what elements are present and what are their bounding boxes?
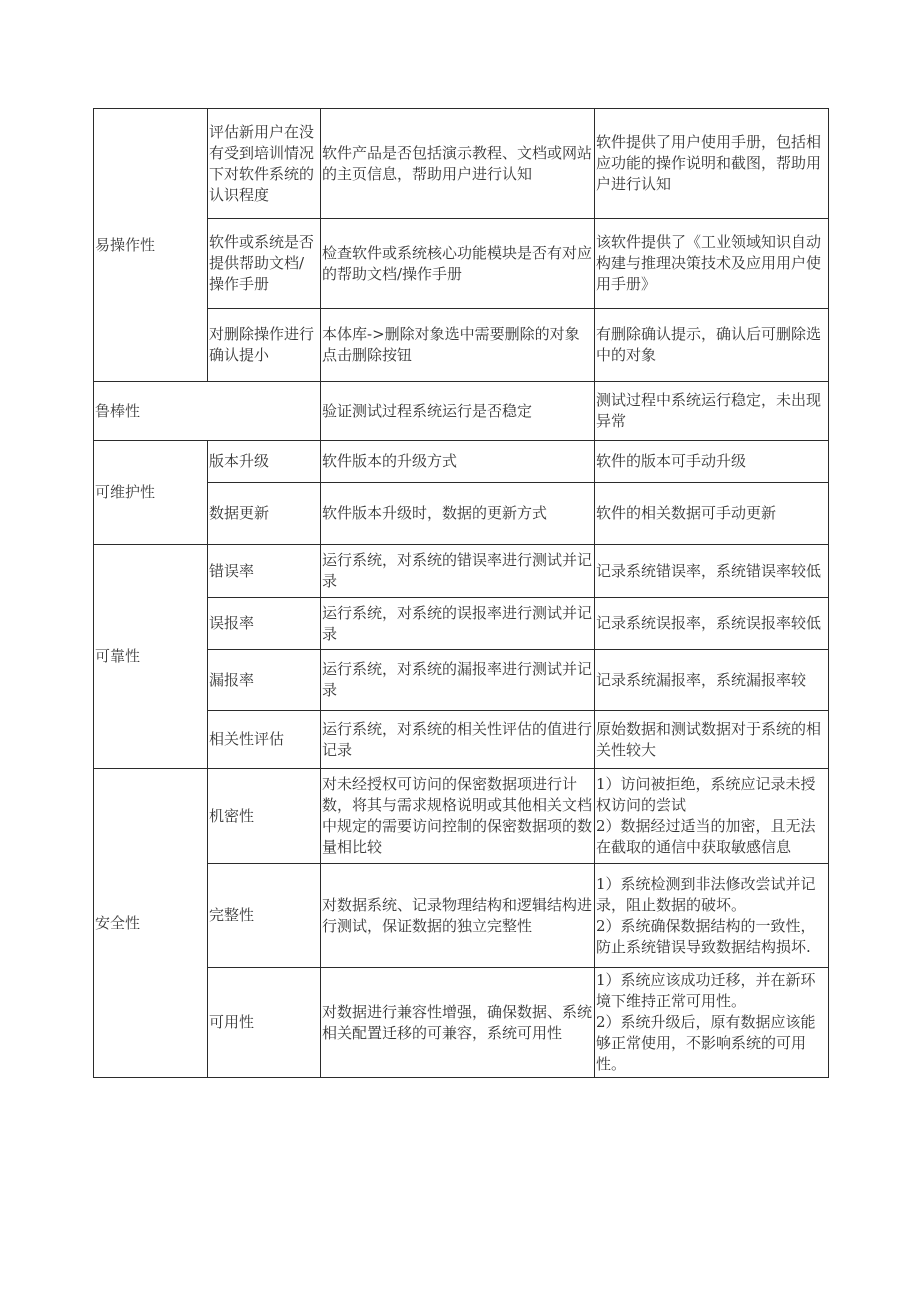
criterion-cell: 误报率 [208, 598, 321, 650]
result-cell [595, 968, 829, 1078]
method-cell: 本体库->删除对象选中需要删除的对象点击删除按钮 [321, 309, 595, 382]
result-cell [595, 864, 829, 968]
result-cell: 原始数据和测试数据对于系统的相关性较大 [595, 711, 829, 769]
result-point: 2）系统确保数据结构的一致性，防止系统错误导致数据结构损坏. [596, 916, 816, 956]
result-cell: 有删除确认提示，确认后可删除选中的对象 [595, 309, 829, 382]
method-cell: 对数据进行兼容性增强，确保数据、系统相关配置迁移的可兼容，系统可用性 [321, 968, 595, 1078]
table-row [94, 441, 829, 483]
result-cell [595, 769, 829, 864]
criterion-cell: 软件或系统是否提供帮助文档/操作手册 [208, 219, 321, 309]
category-cell: 易操作性 [94, 109, 208, 382]
category-cell: 鲁棒性 [94, 382, 321, 441]
result-point: 1）系统检测到非法修改尝试并记录，阻止数据的破坏。 [596, 874, 816, 914]
method-cell: 运行系统，对系统的误报率进行测试并记录 [321, 598, 595, 650]
result-point: 2）系统升级后，原有数据应该能够正常使用，不影响系统的可用性。 [596, 1013, 816, 1073]
method-cell: 验证测试过程系统运行是否稳定 [321, 382, 595, 441]
result-cell: 记录系统误报率，系统误报率较低 [595, 598, 829, 650]
method-cell: 软件版本升级时，数据的更新方式 [321, 483, 595, 545]
criterion-cell: 对删除操作进行确认提小 [208, 309, 321, 382]
method-cell: 软件版本的升级方式 [321, 441, 595, 483]
result-point: 1）系统应该成功迁移，并在新环境下维持正常可用性。 [596, 971, 816, 1010]
method-cell: 对数据系统、记录物理结构和逻辑结构进行测试，保证数据的独立完整性 [321, 864, 595, 968]
criterion-cell: 可用性 [208, 968, 321, 1078]
criterion-cell: 机密性 [208, 769, 321, 864]
result-cell: 该软件提供了《工业领域知识自动构建与推理决策技术及应用用户使用手册》 [595, 219, 829, 309]
category-cell: 安全性 [94, 769, 208, 1078]
method-cell: 运行系统，对系统的错误率进行测试并记录 [321, 545, 595, 598]
criterion-cell: 评估新用户在没有受到培训情况下对软件系统的认识程度 [208, 109, 321, 219]
criterion-cell: 版本升级 [208, 441, 321, 483]
test-results-table [93, 108, 829, 1078]
category-cell: 可维护性 [94, 441, 208, 545]
criterion-cell: 错误率 [208, 545, 321, 598]
result-point: 2）数据经过适当的加密，且无法在截取的通信中获取敏感信息 [596, 817, 816, 856]
result-cell: 软件提供了用户使用手册，包括相应功能的操作说明和截图，帮助用户进行认知 [595, 109, 829, 219]
result-cell: 软件的版本可手动升级 [595, 441, 829, 483]
result-cell: 软件的相关数据可手动更新 [595, 483, 829, 545]
method-cell: 对未经授权可访问的保密数据项进行计数，将其与需求规格说明或其他相关文档中规定的需要访问控制的保密数据项的数量相比较 [321, 769, 595, 864]
table-row [94, 769, 829, 864]
criterion-cell: 漏报率 [208, 650, 321, 711]
method-cell: 运行系统，对系统的相关性评估的值进行记录 [321, 711, 595, 769]
result-cell: 记录系统漏报率，系统漏报率较 [595, 650, 829, 711]
method-cell: 运行系统，对系统的漏报率进行测试并记录 [321, 650, 595, 711]
method-cell: 软件产品是否包括演示教程、文档或网站的主页信息，帮助用户进行认知 [321, 109, 595, 219]
criterion-cell: 相关性评估 [208, 711, 321, 769]
result-point: 1）访问被拒绝，系统应记录未授权访问的尝试 [596, 775, 816, 814]
result-cell: 记录系统错误率，系统错误率较低 [595, 545, 829, 598]
table-row [94, 382, 829, 441]
criterion-cell: 数据更新 [208, 483, 321, 545]
result-cell: 测试过程中系统运行稳定，未出现异常 [595, 382, 829, 441]
table-row [94, 545, 829, 598]
criterion-cell: 完整性 [208, 864, 321, 968]
category-cell: 可靠性 [94, 545, 208, 769]
method-cell: 检查软件或系统核心功能模块是否有对应的帮助文档/操作手册 [321, 219, 595, 309]
table-body [94, 109, 829, 1078]
table-row [94, 109, 829, 219]
